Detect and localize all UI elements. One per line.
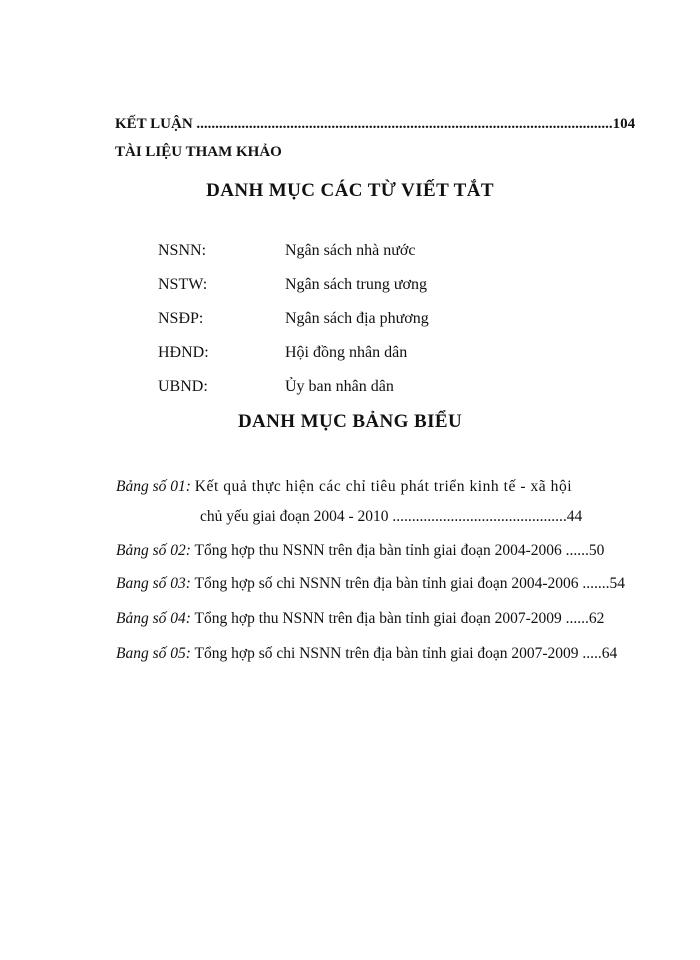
table-label: Bang số 03: bbox=[116, 575, 191, 592]
table-title: Tổng hợp số chi NSNN trên địa bàn tỉnh giai đoạn 2007-2009 .....64 bbox=[194, 645, 618, 662]
abbr-term: NSTW: bbox=[158, 276, 208, 293]
table-label: Bảng số 04: bbox=[116, 610, 191, 627]
table-entry bbox=[116, 610, 604, 628]
abbr-term: UBND: bbox=[158, 378, 208, 395]
toc-references: TÀI LIỆU THAM KHẢO bbox=[115, 144, 282, 160]
table-entry bbox=[116, 645, 617, 663]
table-title: Tổng hợp thu NSNN trên địa bàn tỉnh giai đoạn 2004-2006 ......50 bbox=[194, 542, 605, 559]
abbr-term: NSĐP: bbox=[158, 310, 204, 327]
table-label: Bang số 05: bbox=[116, 645, 191, 662]
table-entry bbox=[116, 478, 572, 496]
abbr-meaning: Ngân sách nhà nước bbox=[285, 242, 416, 259]
tables-heading: DANH MỤC BẢNG BIỂU bbox=[237, 411, 463, 432]
table-title-continued: chủ yếu giai đoạn 2004 - 2010 .............................................44 bbox=[200, 508, 583, 525]
table-title: Tổng hợp số chi NSNN trên địa bàn tỉnh giai đoạn 2004-2006 .......54 bbox=[194, 575, 626, 592]
table-entry bbox=[116, 542, 604, 560]
toc-conclusion: KẾT LUẬN ...............................................................................................................104 bbox=[115, 116, 636, 132]
table-label: Bảng số 02: bbox=[116, 542, 191, 559]
table-title: Tổng hợp thu NSNN trên địa bàn tỉnh giai đoạn 2007-2009 ......62 bbox=[194, 610, 605, 627]
abbr-term: NSNN: bbox=[158, 242, 207, 259]
abbr-term: HĐND: bbox=[158, 344, 209, 361]
abbr-meaning: Ngân sách địa phương bbox=[285, 310, 429, 327]
table-label: Bảng số 01: bbox=[116, 478, 191, 495]
abbr-meaning: Hội đồng nhân dân bbox=[285, 344, 408, 361]
abbr-meaning: Ngân sách trung ương bbox=[285, 276, 427, 293]
table-title: Kết quả thực hiện các chỉ tiêu phát triển kinh tế - xã hội bbox=[194, 478, 573, 495]
abbr-meaning: Ủy ban nhân dân bbox=[285, 378, 394, 395]
table-entry bbox=[116, 575, 625, 593]
abbreviations-heading: DANH MỤC CÁC TỪ VIẾT TẮT bbox=[206, 180, 494, 201]
